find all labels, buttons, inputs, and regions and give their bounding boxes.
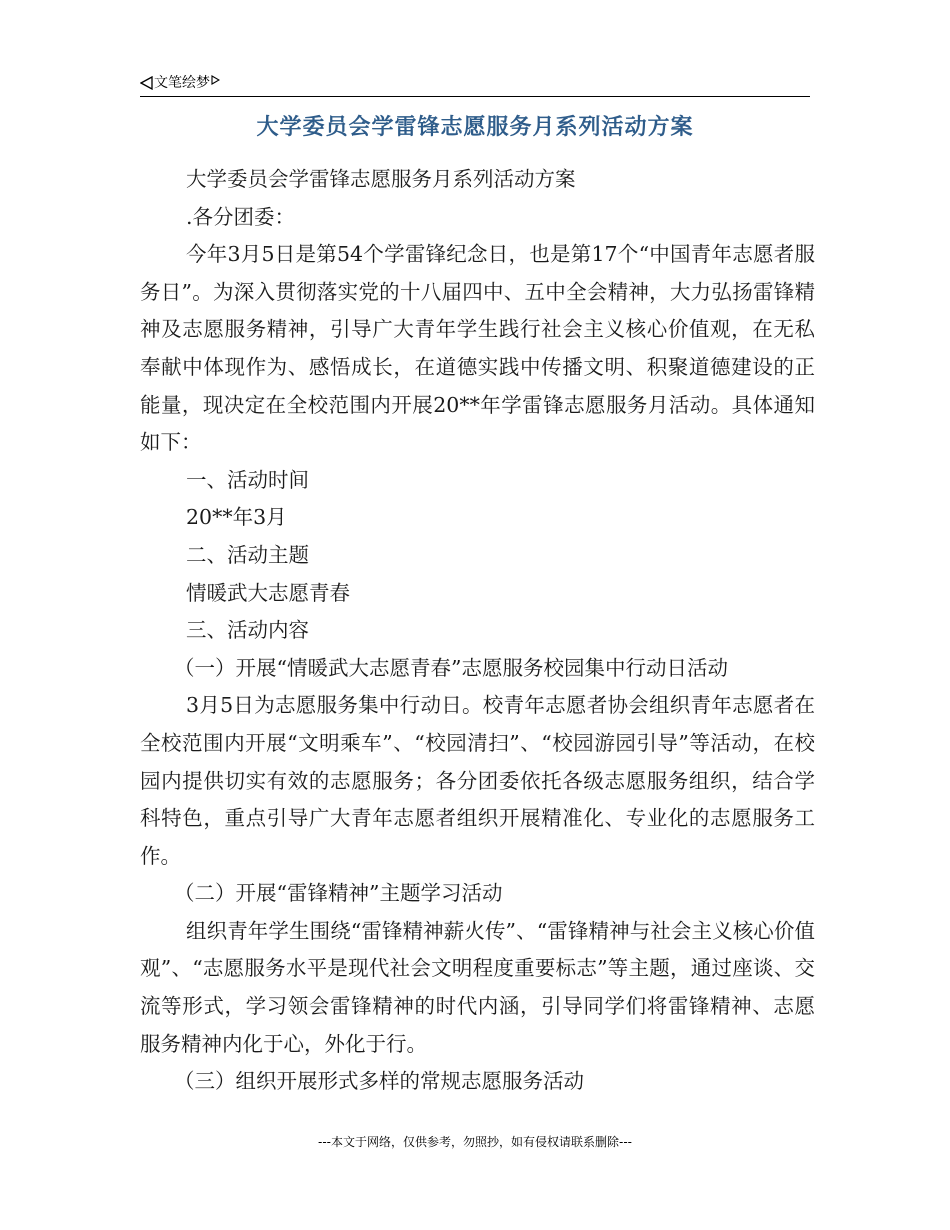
right-triangle-icon [211, 75, 220, 85]
page-header [140, 74, 810, 97]
brand-mark [140, 74, 220, 92]
salutation-paragraph: .各分团委： [186, 204, 296, 229]
document-title: 大学委员会学雷锋志愿服务月系列活动方案 [256, 115, 694, 140]
section-heading: 三、活动内容 [186, 618, 309, 643]
subsection-heading: （一）开展“情暖武大志愿青春”志愿服务校园集中行动日活动 [174, 655, 728, 680]
intro-paragraph: 今年3月5日是第54个学雷锋纪念日，也是第17个“中国青年志愿者服务日”。为深入贯彻落实党的十八届四中、五中全会精神，大力弘扬雷锋精神及志愿服务精神，引导广大青年学生践行社会主义核心价值观，在无私奉献中体现作为、感悟成长，在道德实践中传播文明、积聚道德建设的正能量，现决定在全校范围内开展20**年学雷锋志愿服务月活动。具体通知如下： [140, 242, 815, 455]
body-paragraph: 情暖武大志愿青春 [186, 580, 350, 605]
subsection-heading: （二）开展“雷锋精神”主题学习活动 [174, 881, 503, 906]
body-paragraph: 组织青年学生围绕“雷锋精神薪火传”、“雷锋精神与社会主义核心价值观”、“志愿服务水平是现代社会文明程度重要标志”等主题，通过座谈、交流等形式，学习领会雷锋精神的时代内涵，引导同学们将雷锋精神、志愿服务精神内化于心，外化于行。 [140, 918, 815, 1056]
brand-text: 文笔绘梦 [154, 75, 210, 91]
section-heading: 一、活动时间 [186, 467, 309, 492]
document-body [140, 161, 815, 1101]
section-heading: 二、活动主题 [186, 542, 309, 567]
subtitle-paragraph: 大学委员会学雷锋志愿服务月系列活动方案 [186, 167, 576, 191]
left-triangle-icon [140, 76, 153, 90]
footer-notice: ---本文于网络，仅供参考，勿照抄，如有侵权请联系删除--- [318, 1135, 632, 1149]
body-paragraph: 3月5日为志愿服务集中行动日。校青年志愿者协会组织青年志愿者在全校范围内开展“文明乘车”、“校园清扫”、“校园游园引导”等活动，在校园内提供切实有效的志愿服务；各分团委依托各级志愿服务组织，结合学科特色，重点引导广大青年志愿者组织开展精准化、专业化的志愿服务工作。 [140, 693, 815, 868]
subsection-heading: （三）组织开展形式多样的常规志愿服务活动 [174, 1069, 584, 1094]
body-paragraph: 20**年3月 [186, 505, 287, 530]
